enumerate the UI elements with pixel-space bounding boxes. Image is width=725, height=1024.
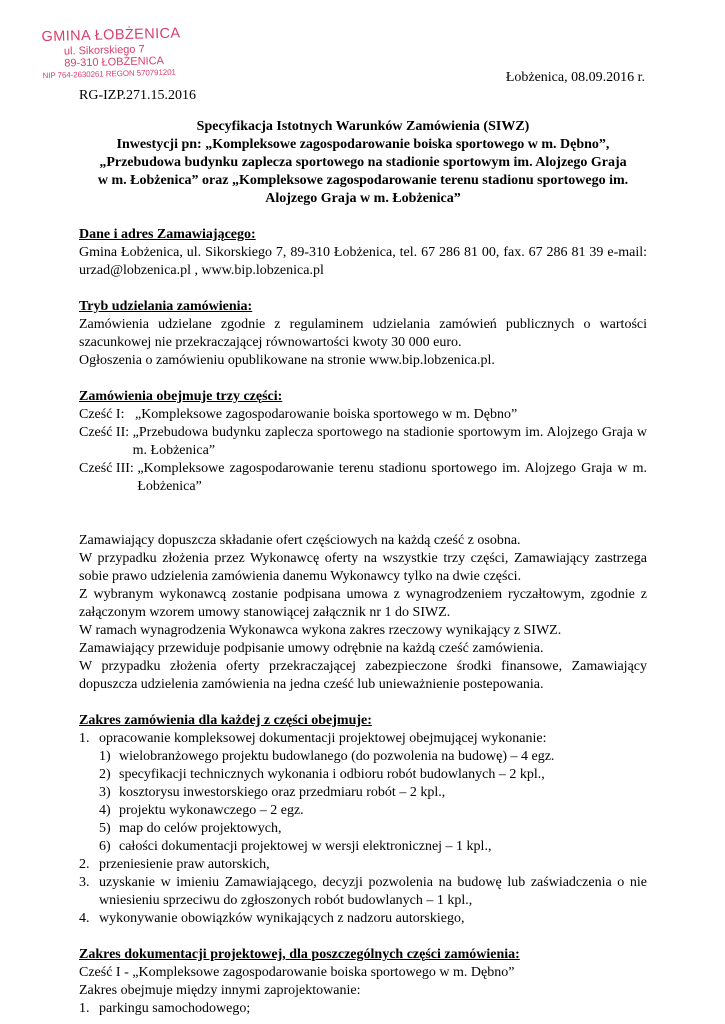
list-item <box>99 820 647 838</box>
list-number: 1) <box>99 749 111 764</box>
list-text: specyfikacji technicznych wykonania i odbioru robót budowlanych – 2 kpl., <box>119 767 545 782</box>
section-heading: Dane i adres Zamawiającego: <box>79 227 256 242</box>
list-item <box>99 748 647 766</box>
stamp-name: GMINA ŁOBŻENICA <box>41 25 181 46</box>
reference-number: RG-IZP.271.15.2016 <box>79 88 197 103</box>
condition-paragraph: Zamawiający przewiduje podpisanie umowy odrębnie na każdą cześć zamówienia. <box>79 641 544 656</box>
list-item <box>99 838 647 856</box>
document-body <box>79 118 647 1018</box>
part-label: Cześć II: <box>79 425 133 440</box>
list-item <box>99 784 647 802</box>
condition-paragraph: W przypadku złożenia przez Wykonawcę oferty na wszystkie trzy części, Zamawiający zastrzega sobie prawo udzielenia zamówienia danemu Wykonawcy tylko na dwie części. <box>79 551 647 584</box>
parts-section <box>79 388 647 496</box>
municipality-stamp <box>41 24 207 81</box>
scope-section <box>79 712 647 928</box>
documentation-text: Cześć I - „Kompleksowe zagospodarowanie boiska sportowego w m. Dębno” <box>79 965 515 980</box>
list-item <box>99 802 647 820</box>
part-label: Cześć III: <box>79 461 138 476</box>
title-line: „Przebudowa budynku zaplecza sportowego na stadionie sportowym im. Alojzego Graja <box>99 155 627 170</box>
scope-sublist <box>79 748 647 856</box>
title-line: Inwestycji pn: „Kompleksowe zagospodarowanie boiska sportowego w m. Dębno”, <box>116 137 610 152</box>
part-item <box>79 424 647 460</box>
stamp-ids: NIP 764-2630261 REGON 570791201 <box>42 67 176 81</box>
procedure-section <box>79 298 647 370</box>
scope-list <box>79 730 647 928</box>
list-text: całości dokumentacji projektowej w wersji elektronicznej – 1 kpl., <box>119 839 492 854</box>
documentation-section <box>79 946 647 1018</box>
list-text: opracowanie kompleksowej dokumentacji projektowej obejmującej wykonanie: <box>99 731 547 746</box>
section-heading: Zamówienia obejmuje trzy części: <box>79 389 283 404</box>
list-number: 1. <box>79 731 90 746</box>
title-line: w m. Łobżenica” oraz „Kompleksowe zagospodarowanie terenu stadionu sportowego im. <box>97 173 629 188</box>
procedure-text: Zamówienia udzielane zgodnie z regulaminem udzielania zamówień publicznych o wartości szacunkowej nie przekraczającej równowartości kwoty 30 000 euro. <box>79 317 647 350</box>
title-line: Alojzego Graja w m. Łobżenica” <box>265 191 461 206</box>
section-heading: Zakres dokumentacji projektowej, dla poszczególnych części zamówienia: <box>79 947 520 962</box>
part-text: „Kompleksowe zagospodarowanie boiska sportowego w m. Dębno” <box>134 407 518 422</box>
condition-paragraph: W przypadku złożenia oferty przekraczającej zabezpieczone środki finansowe, Zamawiający dopuszcza udzielenia zamówienia na jedna cześć lub unieważnienie postepowania. <box>79 659 647 692</box>
contracting-section <box>79 226 647 280</box>
list-text: wykonywanie obowiązków wynikających z nadzoru autorskiego, <box>99 911 465 926</box>
list-number: 3. <box>79 875 90 890</box>
list-number: 2) <box>99 767 111 782</box>
conditions-section <box>79 514 647 694</box>
condition-paragraph: Zamawiający dopuszcza składanie ofert częściowych na każdą cześć z osobna. <box>79 533 521 548</box>
list-item <box>79 730 647 748</box>
list-text: projektu wykonawczego – 2 egz. <box>119 803 304 818</box>
list-item <box>79 910 647 928</box>
list-item <box>79 1000 647 1018</box>
list-text: parkingu samochodowego; <box>99 1001 251 1016</box>
list-text: przeniesienie praw autorskich, <box>99 857 270 872</box>
section-heading: Tryb udzielania zamówienia: <box>79 299 253 314</box>
list-number: 4) <box>99 803 111 818</box>
list-text: kosztorysu inwestorskiego oraz przedmiaru robót – 2 kpl., <box>119 785 446 800</box>
place-date: Łobżenica, 08.09.2016 r. <box>505 70 645 85</box>
section-heading: Zakres zamówienia dla każdej z części obejmuje: <box>79 713 372 728</box>
list-text: map do celów projektowych, <box>119 821 282 836</box>
condition-paragraph: Z wybranym wykonawcą zostanie podpisana umowa z wynagrodzeniem ryczałtowym, zgodnie z załączonym wzorem umowy stanowiącej załącznik nr 1 do SIWZ. <box>79 587 647 620</box>
documentation-text: Zakres obejmuje między innymi zaprojektowanie: <box>79 983 361 998</box>
condition-paragraph: W ramach wynagrodzenia Wykonawca wykona zakres rzeczowy wynikający z SIWZ. <box>79 623 562 638</box>
list-number: 5) <box>99 821 111 836</box>
list-text: wielobranżowego projektu budowlanego (do pozwolenia na budowę) – 4 egz. <box>119 749 555 764</box>
documentation-list <box>79 1000 647 1018</box>
list-number: 2. <box>79 857 90 872</box>
part-label: Cześć I: <box>79 407 135 422</box>
stamp-address: ul. Sikorskiego 7 <box>63 43 145 58</box>
list-item <box>79 874 647 910</box>
list-number: 4. <box>79 911 90 926</box>
contracting-details: Gmina Łobżenica, ul. Sikorskiego 7, 89-310 Łobżenica, tel. 67 286 81 00, fax. 67 286 81 39 e-mail: urzad@lobzenica.pl , www.bip.lobzenica.pl <box>79 245 647 278</box>
part-text: „Przebudowa budynku zaplecza sportowego na stadionie sportowym im. Alojzego Graja w m. Łobżenica” <box>132 425 647 458</box>
part-item <box>79 406 647 424</box>
title-line: Specyfikacja Istotnych Warunków Zamówienia (SIWZ) <box>196 119 530 134</box>
part-item <box>79 460 647 496</box>
list-item <box>99 766 647 784</box>
document-title <box>79 118 647 208</box>
procedure-text: Ogłoszenia o zamówieniu opublikowane na stronie www.bip.lobzenica.pl. <box>79 353 495 368</box>
list-item <box>79 856 647 874</box>
list-text: uzyskanie w imieniu Zamawiającego, decyzji pozwolenia na budowę lub zaświadczenia o nie wniesieniu sprzeciwu do zgłoszonych robót budowlanych – 1 kpl., <box>99 875 647 908</box>
part-text: „Kompleksowe zagospodarowanie terenu stadionu sportowego im. Alojzego Graja w m. Łobżenica” <box>137 461 647 494</box>
list-number: 6) <box>99 839 111 854</box>
list-number: 1. <box>79 1001 90 1016</box>
list-number: 3) <box>99 785 111 800</box>
stamp-city: 89-310 ŁOBŻENICA <box>64 54 165 70</box>
